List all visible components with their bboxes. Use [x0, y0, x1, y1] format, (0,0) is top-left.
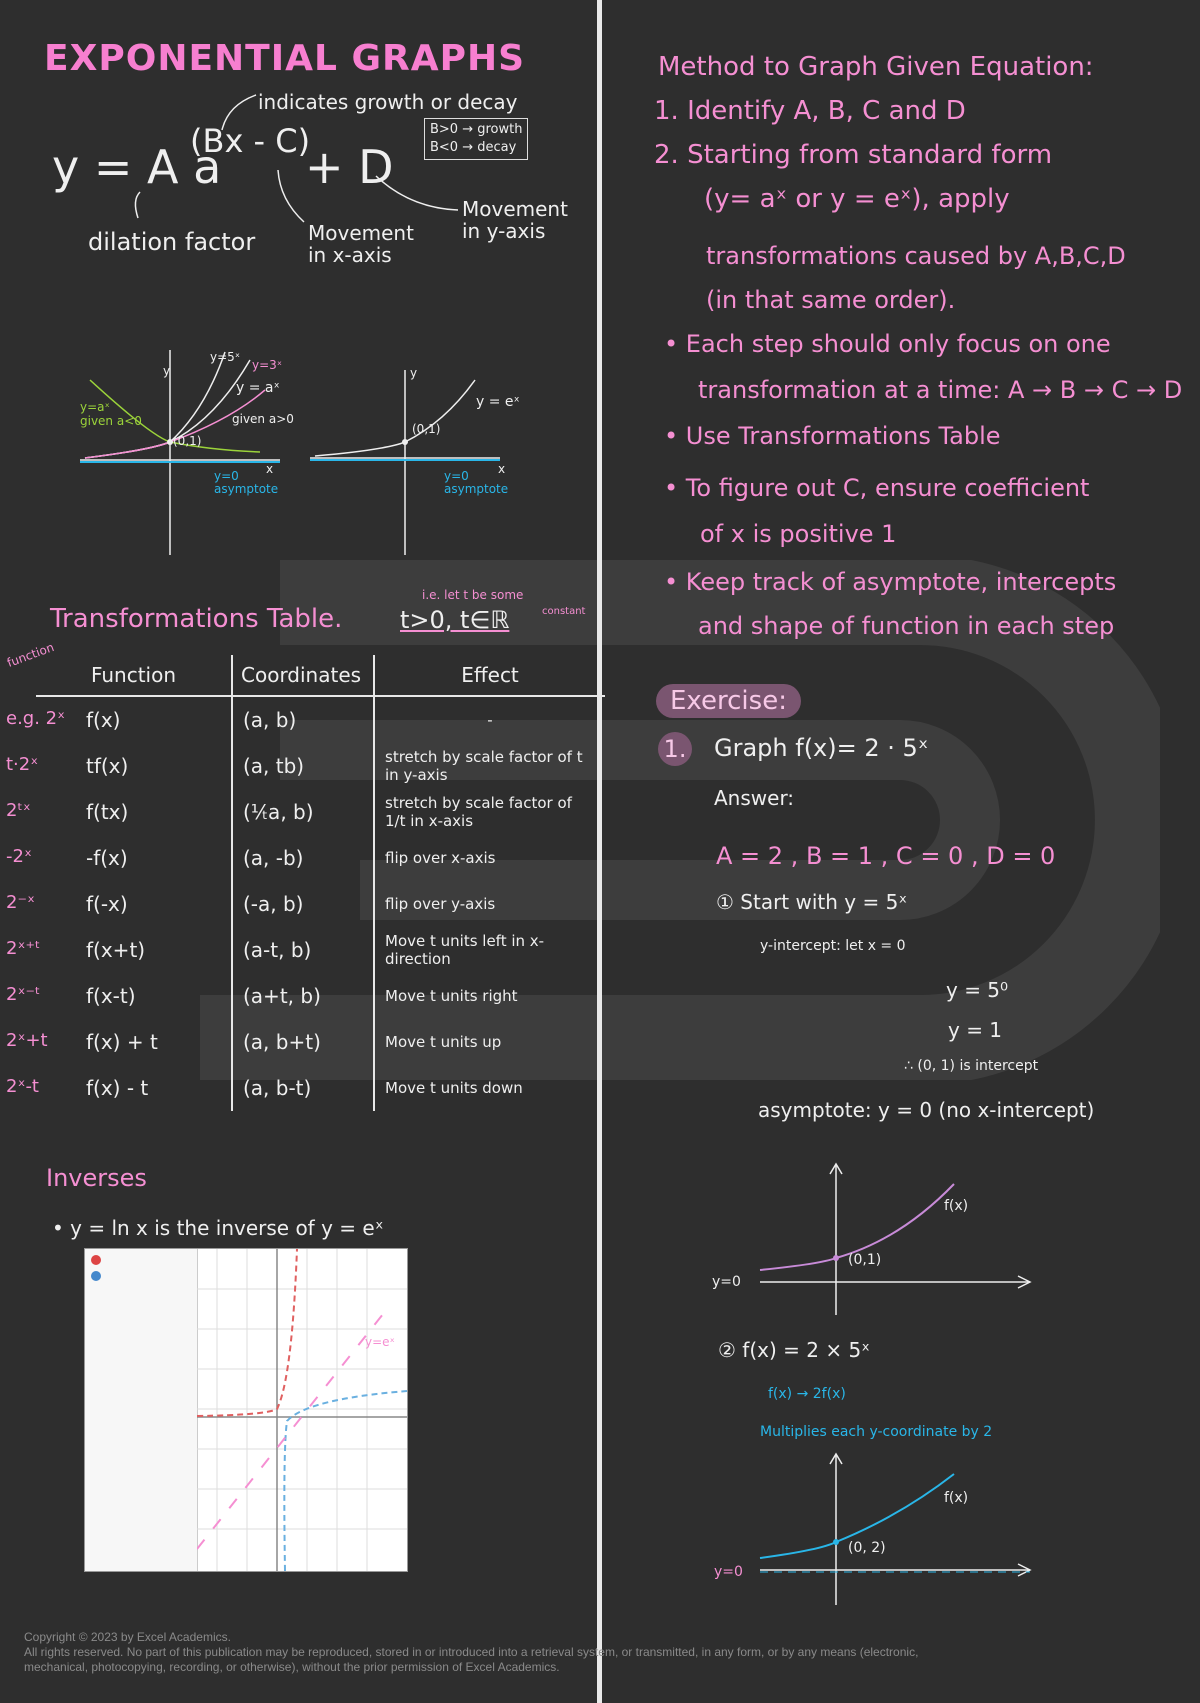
- method-step-2-line-1: (y= aˣ or y = eˣ), apply: [704, 184, 1010, 214]
- yint-line-3: y = 1: [948, 1018, 1003, 1042]
- header-effect: Effect: [374, 655, 605, 696]
- table-row: [36, 696, 605, 743]
- screenshot-label: y=eˣ: [365, 1335, 395, 1349]
- row-example: 2ˣ⁻ᵗ: [6, 984, 41, 1005]
- bracket-growth: B>0 → growth: [430, 122, 523, 137]
- bracket-decay: B<0 → decay: [430, 140, 517, 155]
- row-effect: flip over y-axis: [385, 895, 496, 913]
- row-effect: Move t units up: [385, 1033, 502, 1051]
- yint-line-4: ∴ (0, 1) is intercept: [904, 1058, 1039, 1074]
- bullet-2: • Use Transformations Table: [664, 422, 1001, 450]
- step-2-map: f(x) → 2f(x): [768, 1386, 846, 1402]
- bullet-1-text: Each step should only focus on one: [685, 330, 1111, 358]
- g2-asymptote: [444, 470, 508, 496]
- row-coord: (a, b): [232, 696, 374, 743]
- inverse-plot: [197, 1249, 407, 1571]
- formula-exponent: (Bx - C): [190, 122, 311, 160]
- table-row: [36, 973, 605, 1019]
- row-example: 2ˣ-t: [6, 1076, 39, 1097]
- row-fn: f(x+t): [36, 927, 232, 973]
- method-step-1: 1. Identify A, B, C and D: [654, 96, 966, 126]
- row-coord: (¹⁄ₜa, b): [232, 789, 374, 835]
- row-coord: (a, b-t): [232, 1065, 374, 1111]
- row-example: 2ˣ⁺ᵗ: [6, 938, 41, 959]
- step-2-desc: Multiplies each y-coordinate by 2: [760, 1424, 993, 1440]
- row-fn: tf(x): [36, 743, 232, 789]
- row-effect: -: [487, 711, 493, 729]
- exercise-label: Exercise:: [656, 684, 801, 718]
- g1-asym-2: asymptote: [214, 482, 279, 496]
- g1-point: (0,1): [173, 434, 202, 448]
- g1-axis-x: x: [266, 462, 274, 476]
- table-note-2: constant: [542, 606, 586, 617]
- note-move-x-1: Movement: [308, 221, 414, 245]
- g2-asym-2: asymptote: [444, 482, 509, 496]
- table-row: [36, 835, 605, 881]
- copyright-footer: [24, 1630, 1144, 1675]
- formula-base: y = A a: [52, 140, 222, 194]
- note-move-x-2: in x-axis: [308, 243, 392, 267]
- yint-line-1: y-intercept: let x = 0: [760, 938, 906, 954]
- row-fn: f(x) + t: [36, 1019, 232, 1065]
- g2-asym-1: y=0: [444, 469, 469, 483]
- row-coord: (a, tb): [232, 743, 374, 789]
- table-row: [36, 927, 605, 973]
- eg2-point: (0, 2): [848, 1540, 886, 1556]
- row-fn: f(x): [36, 696, 232, 743]
- bullet-4-cont: and shape of function in each step: [698, 612, 1115, 640]
- g1-label-given-pos: given a>0: [232, 412, 294, 426]
- asymptote-line: asymptote: y = 0 (no x-intercept): [758, 1098, 1095, 1122]
- bullet-3: • To figure out C, ensure coefficient: [664, 474, 1090, 502]
- row-example: 2ᵗˣ: [6, 800, 31, 821]
- header-function: Function: [36, 655, 232, 696]
- row-fn: f(x) - t: [36, 1065, 232, 1111]
- bullet-3-cont: of x is positive 1: [700, 520, 897, 548]
- note-move-y-1: Movement: [462, 197, 568, 221]
- header-coordinates: Coordinates: [232, 655, 374, 696]
- row-effect: Move t units left in x-direction: [385, 932, 545, 968]
- screenshot-icon: [91, 1255, 101, 1265]
- inverses-title: Inverses: [46, 1164, 147, 1192]
- table-row: [36, 1065, 605, 1111]
- g1-label-neg-1: y=aˣ: [80, 400, 110, 414]
- eg2-y0: y=0: [714, 1564, 743, 1580]
- table-row: [36, 881, 605, 927]
- row-fn: f(x-t): [36, 973, 232, 1019]
- note-dilation: dilation factor: [88, 228, 256, 256]
- g1-label-neg-2: given a<0: [80, 414, 142, 428]
- table-note-1: i.e. let t be some: [422, 588, 524, 602]
- row-coord: (a, b+t): [232, 1019, 374, 1065]
- method-title: Method to Graph Given Equation:: [658, 52, 1094, 82]
- table-row: [36, 1019, 605, 1065]
- row-effect: flip over x-axis: [385, 849, 496, 867]
- footer-line-1: Copyright © 2023 by Excel Academics.: [24, 1630, 231, 1644]
- table-row: [36, 743, 605, 789]
- page-title: EXPONENTIAL GRAPHS: [44, 38, 526, 79]
- g2-label: y = eˣ: [476, 394, 520, 410]
- note-move-y-2: in y-axis: [462, 219, 546, 243]
- footer-line-2: All rights reserved. No part of this publication may be reproduced, stored in or introduced into a retrieval system, or transmitted, in any form, or by any means (electronic,: [24, 1645, 919, 1659]
- inverses-line: y = ln x is the inverse of y = eˣ: [70, 1216, 384, 1240]
- bullet-4: • Keep track of asymptote, intercepts: [664, 568, 1117, 596]
- row-example: 2⁻ˣ: [6, 892, 35, 913]
- exercise-graph-2: [740, 1450, 1040, 1610]
- eg1-fx: f(x): [944, 1198, 969, 1214]
- row-example: e.g. 2ˣ: [6, 708, 66, 729]
- step-1: ① Start with y = 5ˣ: [716, 890, 908, 914]
- question-text: Graph f(x)= 2 · 5ˣ: [714, 734, 929, 762]
- screenshot-sidebar: [85, 1249, 198, 1571]
- row-effect: Move t units down: [385, 1079, 523, 1097]
- step-2: ② f(x) = 2 × 5ˣ: [718, 1338, 871, 1362]
- method-step-2-line-3: (in that same order).: [706, 286, 956, 314]
- row-fn: f(-x): [36, 881, 232, 927]
- row-coord: (-a, b): [232, 881, 374, 927]
- g1-label-5x: y=5ˣ: [210, 350, 241, 364]
- row-coord: (a+t, b): [232, 973, 374, 1019]
- table-title: Transformations Table.: [50, 604, 343, 634]
- bullet-1: • Each step should only focus on one: [664, 330, 1111, 358]
- abcd-values: A = 2 , B = 1 , C = 0 , D = 0: [716, 842, 1056, 870]
- eg1-y0: y=0: [712, 1274, 741, 1290]
- g2-point: (0,1): [412, 422, 441, 436]
- table-header-row: [36, 655, 605, 696]
- eg1-point: (0,1): [848, 1252, 882, 1268]
- yint-line-2: y = 5⁰: [946, 978, 1009, 1002]
- row-fn: f(tx): [36, 789, 232, 835]
- g1-axis-y: y: [163, 364, 171, 378]
- row-example: -2ˣ: [6, 846, 32, 867]
- bullet-4-text: Keep track of asymptote, intercepts: [685, 568, 1117, 596]
- g1-label-ax: y = aˣ: [236, 380, 280, 396]
- bullet-3-text: To figure out C, ensure coefficient: [685, 474, 1090, 502]
- row-example: 2ˣ+t: [6, 1030, 48, 1051]
- row-effect: Move t units right: [385, 987, 518, 1005]
- row-example: t·2ˣ: [6, 754, 39, 775]
- table-condition: t>0, t∈ℝ: [400, 606, 510, 634]
- eg2-fx: f(x): [944, 1490, 969, 1506]
- formula-plus-d: + D: [305, 140, 394, 194]
- graph-natural-exponential: [305, 360, 505, 560]
- g1-label-3x: y=3ˣ: [252, 358, 283, 372]
- g1-label-neg: [80, 400, 142, 428]
- row-effect: stretch by scale factor of t in y-axis: [385, 748, 583, 784]
- row-coord: (a-t, b): [232, 927, 374, 973]
- row-coord: (a, -b): [232, 835, 374, 881]
- note-growth-decay: indicates growth or decay: [258, 90, 518, 114]
- bullet-1-cont: transformation at a time: A → B → C → D: [698, 376, 1183, 404]
- footer-line-3: mechanical, photocopying, recording, or otherwise), without the prior permission of Excel Academics.: [24, 1660, 560, 1674]
- row-fn: -f(x): [36, 835, 232, 881]
- bullet-2-text: Use Transformations Table: [685, 422, 1001, 450]
- g2-axis-y: y: [410, 366, 418, 380]
- question-number: 1.: [658, 732, 692, 766]
- exercise-graph-1: [740, 1160, 1040, 1320]
- inverses-bullet: • y = ln x is the inverse of y = eˣ: [52, 1216, 384, 1240]
- row-effect: stretch by scale factor of 1/t in x-axis: [385, 794, 572, 830]
- screenshot-icon: [91, 1271, 101, 1281]
- side-label-function: function: [5, 640, 56, 670]
- method-step-2-line-2: transformations caused by A,B,C,D: [706, 242, 1126, 270]
- method-step-2: 2. Starting from standard form: [654, 140, 1053, 170]
- table-row: [36, 789, 605, 835]
- inverse-graph-screenshot: [84, 1248, 408, 1572]
- answer-label: Answer:: [714, 786, 795, 810]
- formula-arrows: [0, 0, 600, 300]
- g1-asymptote: [214, 470, 278, 496]
- g1-asym-1: y=0: [214, 469, 239, 483]
- transformations-table: [36, 655, 605, 1111]
- g2-axis-x: x: [498, 462, 506, 476]
